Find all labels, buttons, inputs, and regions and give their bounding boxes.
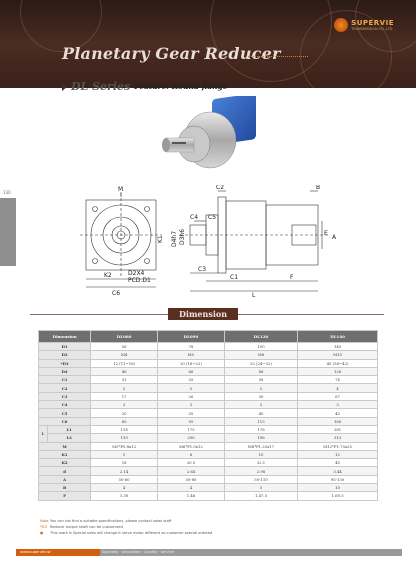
drawing-label-f: F (290, 274, 294, 281)
table-cell: 2.64 (158, 467, 225, 475)
series-heading (62, 80, 228, 93)
table-cell: 17 (91, 392, 158, 400)
note-key: *D3 (40, 525, 47, 529)
table-cell: 74 (298, 376, 378, 384)
note-key: Note (40, 519, 49, 523)
technical-drawing (70, 185, 355, 297)
row-label: C6 (39, 417, 91, 425)
table-cell: 95-130 (298, 475, 378, 483)
table-cell: 40 (224, 409, 297, 417)
table-cell: 4 (91, 484, 158, 492)
table-cell: 32 (24~32) (224, 359, 297, 367)
table-cell: 145 (298, 343, 378, 351)
row-label: D1 (39, 343, 91, 351)
table-cell: 3 (158, 401, 225, 409)
drawing-label-k2: K2 (104, 272, 112, 279)
row-label: D2 (39, 351, 91, 359)
table-row (39, 450, 378, 458)
table-cell: 12 (11~16) (91, 359, 158, 367)
table-row (39, 425, 378, 433)
table-cell: 176 (224, 425, 297, 433)
table-row (39, 392, 378, 400)
table-row (39, 442, 378, 450)
footer-tagline: Specialty · Innovation · Quality · Service (102, 550, 174, 554)
row-label: d (39, 467, 91, 475)
table-cell: 26 (158, 392, 225, 400)
table-cell: 313 (298, 434, 378, 442)
drawing-label-c1: C1 (230, 274, 239, 281)
table-row (39, 351, 378, 359)
table-cell: 200 (158, 434, 225, 442)
table-row (39, 367, 378, 375)
table-cell: 20 (16~22) (158, 359, 225, 367)
table-cell: 56 (91, 343, 158, 351)
side-page-number: 130 (3, 190, 11, 195)
table-body (39, 343, 378, 501)
table-cell: 46 (91, 367, 158, 375)
table-cell: 67 (298, 392, 378, 400)
series-feature: Feature: Round flange (134, 82, 228, 91)
table-row (39, 343, 378, 351)
table-cell: M5 (158, 351, 225, 359)
row-label: C2 (39, 384, 91, 392)
row-label: B (39, 484, 91, 492)
table-cell: 30 (224, 392, 297, 400)
table-cell: 5 (224, 484, 297, 492)
note-text: You can not find a suitable specifications, please contact sales staff (50, 519, 172, 523)
table-cell: 4 (298, 384, 378, 392)
row-label: C3 (39, 392, 91, 400)
table-row (39, 376, 378, 384)
row-label: *D3 (39, 359, 91, 367)
table-cell: 18 (91, 459, 158, 467)
triangle-bullet-icon (62, 83, 67, 91)
row-label: C5 (39, 409, 91, 417)
table-cell: M12*P1.75x25 (298, 442, 378, 450)
table-cell: 66 (158, 367, 225, 375)
table-cell: M6*P1.0x12 (158, 442, 225, 450)
table-cell: 20.5 (158, 459, 225, 467)
table-row (39, 434, 378, 442)
table-cell: M10 (298, 351, 378, 359)
table-cell: 198 (224, 434, 297, 442)
note-text: Reducer output shaft can be customized (50, 525, 123, 529)
table-cell: 160 (298, 417, 378, 425)
column-header: DL140 (298, 331, 378, 343)
table-cell: 118 (91, 425, 158, 433)
drawing-label-m: M (118, 186, 124, 193)
table-row (39, 417, 378, 425)
table-cell: 1.30 (91, 492, 158, 500)
table-cell: 2.98 (224, 467, 297, 475)
table-cell: 10 (298, 484, 378, 492)
note-text: This mark is Special sizes will change it serve motor different so customer special ordered (50, 531, 213, 535)
table-cell: 45 (298, 459, 378, 467)
drawing-label-c4: C4 (190, 214, 199, 221)
table-cell: 3 (91, 401, 158, 409)
brand-mark-icon (334, 18, 348, 32)
table-cell: 5 (158, 384, 225, 392)
table-cell: 12 (298, 450, 378, 458)
table-cell: 86 (224, 367, 297, 375)
table-cell: 2.14 (91, 467, 158, 475)
drawing-label-c3: C3 (198, 266, 207, 273)
table-cell: 40 (38~42) (298, 359, 378, 367)
table-cell: 1.46 (158, 492, 225, 500)
table-cell: 38 (224, 376, 297, 384)
table-row (39, 401, 378, 409)
row-label: C1 (39, 376, 91, 384)
table-cell: 5 (91, 384, 158, 392)
table-row (39, 475, 378, 483)
table-row (39, 384, 378, 392)
table-cell: 32.1 (224, 459, 297, 467)
section-title: Dimension (168, 308, 238, 320)
row-label: A (39, 475, 91, 483)
drawing-label-a: A (332, 234, 337, 241)
table-cell: M6 (224, 351, 297, 359)
table-cell: 35 (158, 376, 225, 384)
table-cell: 3 (224, 401, 297, 409)
dimension-table (38, 330, 378, 501)
row-group-label: L (39, 425, 48, 442)
table-cell: 139 (91, 434, 158, 442)
column-header: DL090 (158, 331, 225, 343)
table-row (39, 409, 378, 417)
table-row (39, 459, 378, 467)
table-header-row (39, 331, 378, 343)
title-dotted-rule (248, 56, 308, 57)
table-cell: 31 (91, 376, 158, 384)
table-cell: 4 (158, 484, 225, 492)
page-title: Planetary Gear Reducer (62, 44, 281, 63)
table-cell: 45 (298, 409, 378, 417)
drawing-label-pcd: PCD.D1 (128, 277, 151, 284)
table-cell: 1.60.5 (298, 492, 378, 500)
drawing-label-c6: C6 (112, 290, 121, 297)
table-cell: 100 (224, 343, 297, 351)
table-cell: 261 (298, 425, 378, 433)
drawing-label-l: L (252, 292, 256, 297)
drawing-label-c5: C5 (208, 214, 217, 221)
brand-logo (334, 14, 394, 36)
row-label: K1 (39, 450, 91, 458)
drawing-label-k1: K1 (157, 235, 164, 243)
note-item (40, 530, 212, 536)
table-row (39, 359, 378, 367)
table-cell: 78 (158, 343, 225, 351)
table-cell: 3 (298, 401, 378, 409)
table-cell: 50-80 (158, 475, 225, 483)
footer-url[interactable]: www.supervie.tw (20, 550, 51, 554)
row-label: K2 (39, 459, 91, 467)
side-tab-bar (0, 198, 16, 266)
table-cell: 95 (158, 417, 225, 425)
table-cell: 20 (91, 409, 158, 417)
table-cell: 175 (158, 425, 225, 433)
series-name: DL Series (71, 80, 131, 93)
product-photo (150, 96, 270, 182)
table-cell: 3.44 (298, 467, 378, 475)
table-cell: 5 (91, 450, 158, 458)
brand-subtitle: TRANSMISSION CO.,LTD (351, 26, 393, 31)
row-label: L2 (48, 434, 91, 442)
table-cell: 6 (158, 450, 225, 458)
drawing-label-e: E (324, 230, 328, 237)
drawing-label-d4h7: D4h7 (171, 230, 178, 247)
drawing-label-c2: C2 (216, 185, 225, 191)
row-label: M (39, 442, 91, 450)
column-header: DL120 (224, 331, 297, 343)
table-cell: 10 (224, 450, 297, 458)
note-key: ● (40, 531, 44, 535)
drawing-label-b: B (316, 185, 321, 191)
row-label: F (39, 492, 91, 500)
row-label: L1 (48, 425, 91, 433)
table-cell: 1.47.5 (224, 492, 297, 500)
table-cell: M8*P1.25x17 (224, 442, 297, 450)
table-row (39, 467, 378, 475)
table-cell: 126 (298, 367, 378, 375)
table-cell: 35 (158, 409, 225, 417)
table-row (39, 492, 378, 500)
row-label: D4 (39, 367, 91, 375)
table-cell: 50-110 (224, 475, 297, 483)
column-header: DL060 (91, 331, 158, 343)
column-header: Dimension (39, 331, 91, 343)
drawing-label-d2x4: D2X4 (128, 270, 145, 277)
table-cell: 60 (91, 417, 158, 425)
table-cell: M5*P0.8x12 (91, 442, 158, 450)
row-label: C4 (39, 401, 91, 409)
table-row (39, 484, 378, 492)
drawing-label-d3h6: D3h6 (179, 228, 186, 245)
table-cell: 50-60 (91, 475, 158, 483)
brand-name: SUPERVIE (351, 18, 394, 27)
table-cell: M4 (91, 351, 158, 359)
notes (40, 518, 212, 536)
table-cell: 115 (224, 417, 297, 425)
table-cell: 5 (224, 384, 297, 392)
